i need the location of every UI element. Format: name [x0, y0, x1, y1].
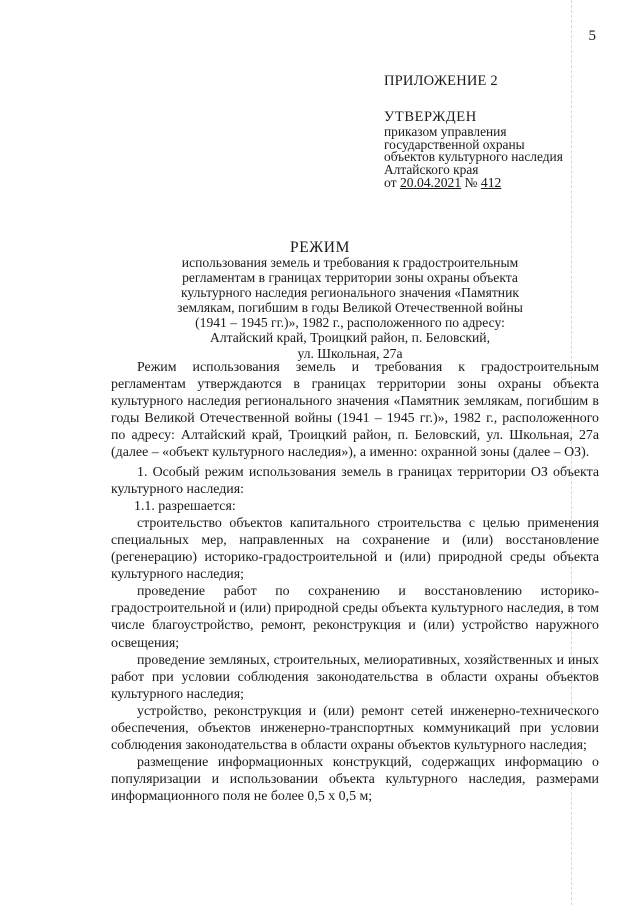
approval-line: Алтайского края [384, 161, 479, 177]
appendix-label: ПРИЛОЖЕНИЕ 2 [384, 73, 498, 89]
subtitle-line: регламентам в границах территории зоны охраны объекта [182, 270, 518, 286]
approval-block [384, 126, 614, 176]
document-subtitle [130, 255, 570, 361]
list-item: размещение информационных конструкций, содержащих информацию о популяризации и использовании объекта культурного наследия, размерами информационного поля не более 0,5 х 0,5 м; [111, 755, 599, 805]
approval-line: объектов культурного наследия [384, 149, 563, 165]
list-item: проведение земляных, строительных, мелиоративных, хозяйственных и иных работ при условии соблюдения законодательства в области охраны объектов культурного наследия; [111, 652, 599, 702]
page-number: 5 [588, 28, 596, 44]
list-item: строительство объектов капитального строительства с целью применения специальных мер, направленных на сохранение и (или) восстановление (регенерацию) историко-градостроительной и (или) природной среды объекта культурного наследия; [111, 515, 599, 583]
document-body [111, 359, 599, 805]
subtitle-line: ул. Школьная, 27а [297, 345, 403, 361]
subtitle-line: Алтайский край, Троицкий район, п. Беловский, [210, 330, 490, 346]
subtitle-line: (1941 – 1945 гг.)», 1982 г., расположенного по адресу: [195, 315, 505, 331]
section-1-paragraph: 1. Особый режим использования земель в границах территории ОЗ объекта культурного наследия: [111, 464, 599, 497]
subtitle-line: культурного наследия регионального значения «Памятник [181, 285, 519, 301]
intro-paragraph: Режим использования земель и требования к градостроительным регламентам утверждаются в границах территории зоны охраны объекта культурного наследия регионального значения «Памятник землякам, погибшим в годы Великой Отечественной войны (1941 – 1945 гг.)», 1982 г., расположенного по адресу: Алтайский край, Троицкий район, п. Беловский, ул. Школьная, 27а (далее – «объект культурного наследия»), а именно: охранной зоны (далее – ОЗ). [111, 360, 599, 461]
order-reference [384, 175, 501, 191]
document-title: РЕЖИМ [290, 239, 350, 256]
order-prefix: от [384, 175, 400, 190]
order-number: 412 [480, 175, 502, 190]
list-item: проведение работ по сохранению и восстановлению историко-градостроительной и (или) природной среды объекта культурного наследия, в том числе благоустройство, ремонт, реконструкция и (или) устройство наружного освещения; [111, 584, 599, 651]
approval-heading: УТВЕРЖДЕН [384, 109, 477, 125]
list-item: устройство, реконструкция и (или) ремонт сетей инженерно-технического обеспечения, объектов инженерно-транспортных коммуникаций при условии соблюдения законодательства в области охраны объектов культурного наследия; [111, 703, 599, 754]
approval-line: государственной охраны [384, 136, 525, 152]
section-1-1-heading: 1.1. разрешается: [134, 498, 236, 514]
approval-line: приказом управления [384, 124, 507, 139]
subtitle-line: землякам, погибшим в годы Великой Отечественной войны [177, 300, 523, 316]
order-date: 20.04.2021 [399, 175, 462, 190]
subtitle-line: использования земель и требования к градостроительным [181, 255, 519, 270]
order-number-sign: № [461, 175, 481, 190]
